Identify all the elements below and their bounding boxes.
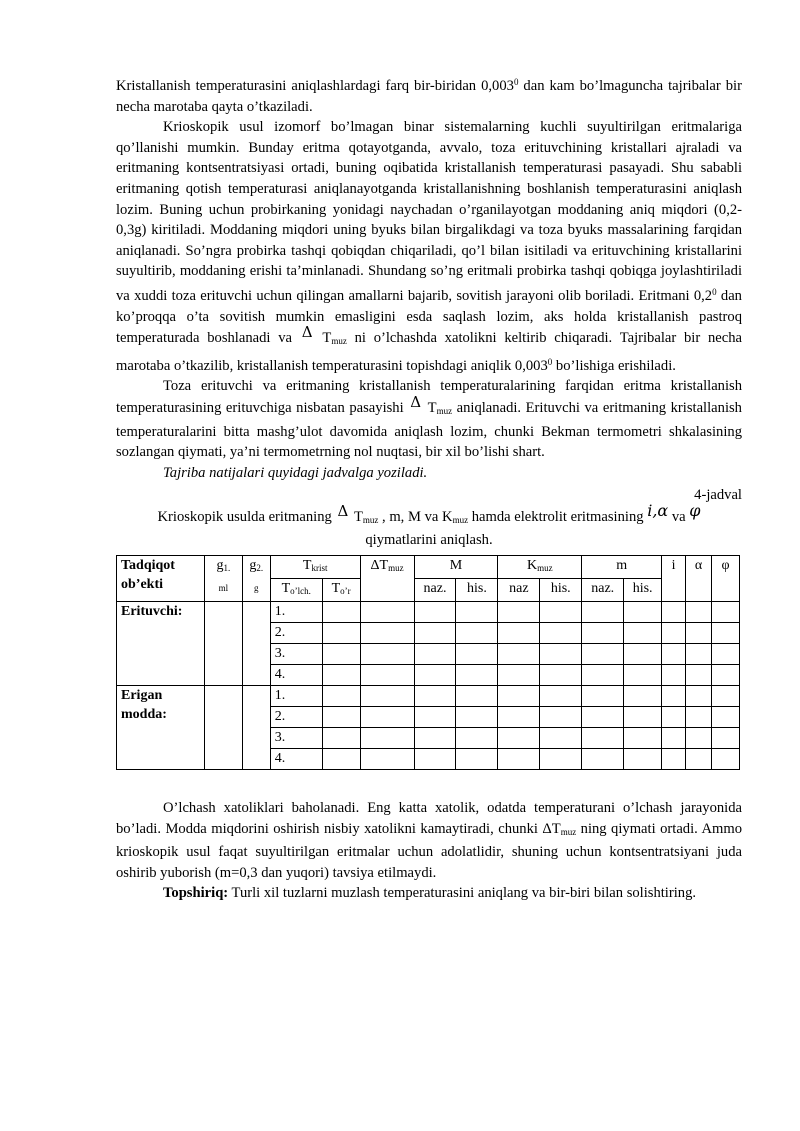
header-K-his: his.	[540, 579, 582, 602]
header-phi: φ	[711, 556, 739, 602]
header-t-or: $T_{o’r}$	[322, 579, 360, 602]
row-label: 3.	[270, 728, 322, 749]
header-m-naz: naz.	[582, 579, 624, 602]
delta-symbol: Δ	[301, 323, 313, 342]
row-label: 4.	[270, 665, 322, 686]
paragraph-5: O’lchash xatoliklari baholanadi. Eng katta xatolik, odatda temperaturani o’lchash jarayonida bo’ladi. Modda miqdorini oshirish nisbiy xatolikni kamaytiradi, chunki $\Delta T_{muz}$ ning qiymati ortadi. Ammo krioskopik usul faqat suyultirilgan eritmalar uchun adolatlidir, shuning uchun kontsentratsiyani juda oshirib yuborish (m=0,3 dan yuqori) tavsiya etilmaydi.	[116, 800, 742, 881]
header-K: $K_{muz}$	[498, 556, 582, 579]
row-label: 2.	[270, 707, 322, 728]
row-label: 3.	[270, 644, 322, 665]
group-solute: Erigan modda:	[117, 686, 205, 770]
document-page	[116, 72, 742, 904]
row-label: 1.	[270, 602, 322, 623]
group-solvent: Erituvchi:	[117, 602, 205, 686]
delta-symbol: Δ	[410, 392, 422, 411]
header-alpha: α	[686, 556, 712, 602]
paragraph-2: Krioskopik usul izomorf bo’lmagan binar sistemalarning kuchli suyultirilgan eritmalariga qo’llanishi mumkin. Bunday eritma qotayotganda, avvalo, toza erituvchining kristallari ajraladi va eritmaning kontsentratsiyasi ortadi, buning oqibatida kristallanish temperaturasi pasayadi. Shu sababli eritmaning qotish temperaturasi aniqlanayotganda kristallanishning boshlanish temperaturasini aniqlash lozim. Buning uchun probirkaning yonidagi naychadan o’rganilayotgan moddaning aniq miqdori (0,2-0,3g) kiritiladi. Moddaning miqdori uning byuks bilan birgalikdagi va toza byuks massalarining farqidan aniqlanadi. So’ngra probirka tashqi qobiqdan chiqariladi, qo’l bilan isitiladi va erituvchining kristallarini suyultirib, moddaning erishi ta’minlanadi. Shundang so’ng eritmali probirka tashqi qobiqga joylashtiriladi va xuddi toza erituvchi uchun qilingan amallarni bajarib, sovitish jarayoni olib boriladi. Eritmani $0,2^0$ dan ko’proqqa o’ta sovitish mumkin emasligini esda saqlash lozim, aks holda kristallanish pastroq temperaturada boshlanadi va Δ $T_{muz}$ ni o’lchashda xatolikni keltirib chiqaradi. Tajribalar bir necha marotaba o’tkazilib, kristallanish temperaturasini topishdagi aniqlik 0,003$^0$ bo’lishiga erishiladi.	[116, 119, 742, 374]
row-label: 1.	[270, 686, 322, 707]
header-g2: $g_{2.}$ g	[242, 556, 270, 602]
paragraph-3: Toza erituvchi va eritmaning kristallanish temperaturalarining farqidan eritma kristallanish temperaturasining erituvchiga nisbatan pasayishi Δ $T_{muz}$ aniqlanadi. Erituvchi va eritmaning kristallanish temperaturalarini bitta mashg’ulot davomida aniqlash lozim, chunki Bekman termometri shkalasining sozlangan qiymati, ya’ni termometrning nol nuqtasi, bir xil bo’lishi shart.	[116, 378, 742, 461]
header-M: M	[414, 556, 498, 579]
header-M-naz: naz.	[414, 579, 456, 602]
header-tkrist: $T_{krist}$	[270, 556, 360, 579]
paragraph-table-intro: Tajriba natijalari quyidagi jadvalga yoziladi.	[163, 464, 428, 481]
row-label: 2.	[270, 623, 322, 644]
header-i: i	[662, 556, 686, 602]
header-object: Tadqiqot ob’ekti	[117, 556, 205, 602]
header-t-olch: $T_{o’lch.}$	[270, 579, 322, 602]
header-M-his: his.	[456, 579, 498, 602]
phi-symbol: φ	[689, 500, 701, 520]
table-caption: Krioskopik usulda eritmaning Δ $T_{muz}$ , m, M va $K_{muz}$ hamda elektrolit eritmasining i,α va φ qiymatlarini aniqlash.	[157, 500, 701, 549]
table-number: 4-jadval	[694, 487, 742, 504]
row-label: 4.	[270, 749, 322, 770]
header-m: m	[582, 556, 662, 579]
i-alpha-symbol: i,α	[647, 500, 669, 520]
header-K-naz: naz	[498, 579, 540, 602]
table-row	[117, 602, 740, 623]
header-delta-t: $\Delta T_{muz}$	[360, 556, 414, 602]
paragraph-1: Kristallanish temperaturasini aniqlashlardagi farq bir-biridan 0,003$^0$ dan kam bo’lmaguncha tajribalar bir necha marotaba qayta o’tkaziladi.	[116, 77, 742, 115]
header-g1: $g_{1.}$ ml	[204, 556, 242, 602]
header-m-his: his.	[624, 579, 662, 602]
table-row	[117, 686, 740, 707]
paragraph-task: Topshiriq: Turli xil tuzlarni muzlash temperaturasini aniqlang va bir-biri bilan solishtiring.	[163, 885, 697, 902]
results-table	[116, 555, 740, 770]
table-header-row-1	[117, 556, 740, 579]
delta-symbol: Δ	[337, 501, 349, 520]
